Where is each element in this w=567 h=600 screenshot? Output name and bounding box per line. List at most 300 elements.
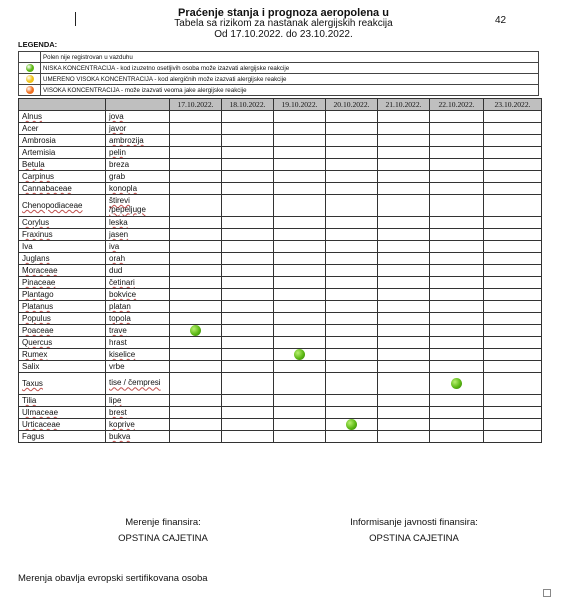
risk-cell	[170, 313, 222, 325]
local-name: topola	[109, 314, 131, 323]
risk-cell	[484, 395, 542, 407]
risk-cell	[170, 349, 222, 361]
risk-cell	[326, 277, 378, 289]
risk-cell	[326, 395, 378, 407]
risk-cell	[170, 373, 222, 395]
risk-cell	[222, 289, 274, 301]
risk-cell	[274, 373, 326, 395]
header-blank-cell	[106, 99, 170, 111]
risk-cell	[484, 111, 542, 123]
table-row	[19, 373, 542, 395]
risk-cell	[378, 277, 430, 289]
latin-name-cell	[19, 253, 106, 265]
risk-cell	[430, 277, 484, 289]
local-name-cell	[106, 111, 170, 123]
local-name: vrbe	[109, 362, 125, 371]
local-name-cell	[106, 171, 170, 183]
local-name: štirevi /pepeljuge	[109, 196, 146, 214]
risk-cell	[170, 337, 222, 349]
risk-cell	[222, 217, 274, 229]
risk-cell	[222, 313, 274, 325]
risk-cell	[378, 337, 430, 349]
table-row	[19, 431, 542, 443]
left-funding-label: Merenje finansira:	[125, 517, 201, 528]
risk-cell	[170, 135, 222, 147]
local-name: javor	[109, 124, 127, 133]
risk-cell	[274, 431, 326, 443]
risk-cell	[274, 241, 326, 253]
date-header: 18.10.2022.	[222, 99, 274, 111]
risk-cell	[326, 159, 378, 171]
risk-cell	[378, 195, 430, 217]
risk-cell	[378, 241, 430, 253]
risk-cell	[326, 253, 378, 265]
local-name: ambrozija	[109, 136, 144, 145]
risk-cell	[484, 183, 542, 195]
risk-cell	[430, 301, 484, 313]
risk-cell	[326, 123, 378, 135]
local-name-cell	[106, 373, 170, 395]
legend-dot-icon	[26, 64, 34, 72]
risk-cell	[484, 373, 542, 395]
date-header: 21.10.2022.	[378, 99, 430, 111]
risk-cell	[222, 241, 274, 253]
page-subtitle: Tabela sa rizikom za nastanak alergijskih reakcija	[174, 18, 393, 29]
risk-cell	[170, 361, 222, 373]
legend-text: NISKA KONCENTRACIJA - kod izuzetno osetljivih osoba može izazvati alergijske reakcije	[41, 63, 539, 74]
date-header-row	[19, 99, 542, 111]
risk-cell	[274, 253, 326, 265]
risk-cell	[484, 171, 542, 183]
risk-cell	[430, 183, 484, 195]
latin-name-cell	[19, 135, 106, 147]
latin-name-cell	[19, 111, 106, 123]
risk-cell	[430, 253, 484, 265]
latin-name-cell	[19, 373, 106, 395]
risk-cell	[378, 123, 430, 135]
risk-cell	[484, 135, 542, 147]
risk-cell	[484, 253, 542, 265]
risk-cell	[170, 241, 222, 253]
local-name-cell	[106, 431, 170, 443]
risk-cell	[222, 171, 274, 183]
risk-cell	[484, 265, 542, 277]
table-row	[19, 419, 542, 431]
local-name: dud	[109, 266, 123, 275]
risk-cell	[484, 123, 542, 135]
table-row	[19, 241, 542, 253]
risk-cell	[222, 395, 274, 407]
risk-cell	[170, 123, 222, 135]
risk-cell	[430, 171, 484, 183]
legend-table	[18, 51, 539, 96]
risk-cell	[378, 289, 430, 301]
date-range: Od 17.10.2022. do 23.10.2022.	[214, 29, 353, 40]
risk-cell	[170, 407, 222, 419]
local-name: breza	[109, 160, 130, 169]
latin-name-cell	[19, 241, 106, 253]
local-name-cell	[106, 349, 170, 361]
risk-cell	[170, 183, 222, 195]
table-row	[19, 395, 542, 407]
measurement-note: Merenja obavlja evropski sertifikovana osoba	[18, 573, 208, 584]
risk-cell	[326, 361, 378, 373]
risk-cell	[378, 135, 430, 147]
left-funding-value: OPSTINA CAJETINA	[118, 533, 208, 544]
legend-symbol-cell	[19, 52, 41, 63]
risk-cell	[430, 325, 484, 337]
risk-cell	[326, 325, 378, 337]
risk-cell	[170, 265, 222, 277]
table-row	[19, 159, 542, 171]
latin-name-cell	[19, 123, 106, 135]
table-row	[19, 183, 542, 195]
latin-name-cell	[19, 431, 106, 443]
risk-cell	[430, 337, 484, 349]
risk-cell	[326, 229, 378, 241]
local-name: iva	[109, 242, 120, 251]
table-row	[19, 265, 542, 277]
table-row	[19, 313, 542, 325]
risk-cell	[274, 159, 326, 171]
risk-cell	[378, 111, 430, 123]
risk-cell	[274, 147, 326, 159]
risk-cell	[222, 265, 274, 277]
page-number: 42	[495, 15, 507, 26]
table-row	[19, 301, 542, 313]
risk-cell	[326, 349, 378, 361]
risk-cell	[484, 337, 542, 349]
risk-cell	[170, 419, 222, 431]
risk-cell	[170, 159, 222, 171]
risk-cell	[222, 229, 274, 241]
risk-cell	[484, 147, 542, 159]
risk-cell	[430, 265, 484, 277]
table-row	[19, 217, 542, 229]
legend-symbol-cell	[19, 63, 41, 74]
risk-cell	[484, 241, 542, 253]
latin-name: Ambrosia	[22, 136, 56, 145]
latin-name-cell	[19, 349, 106, 361]
risk-cell	[378, 373, 430, 395]
risk-cell	[274, 349, 326, 361]
local-name: trave	[109, 326, 127, 335]
risk-cell	[274, 419, 326, 431]
risk-cell	[484, 301, 542, 313]
risk-cell	[484, 217, 542, 229]
risk-cell	[484, 325, 542, 337]
risk-cell	[430, 147, 484, 159]
latin-name: Carpinus	[22, 172, 55, 181]
risk-cell	[222, 147, 274, 159]
risk-cell	[274, 325, 326, 337]
risk-cell	[326, 301, 378, 313]
risk-cell	[484, 159, 542, 171]
risk-cell	[430, 431, 484, 443]
table-row	[19, 407, 542, 419]
risk-cell	[430, 407, 484, 419]
risk-cell	[222, 159, 274, 171]
risk-cell	[222, 123, 274, 135]
low-concentration-dot-icon	[346, 419, 357, 430]
risk-cell	[378, 395, 430, 407]
risk-cell	[484, 277, 542, 289]
latin-name: Poaceae	[22, 326, 54, 335]
latin-name: Alnus	[22, 112, 43, 121]
risk-cell	[170, 395, 222, 407]
table-row	[19, 349, 542, 361]
risk-cell	[222, 135, 274, 147]
table-row	[19, 111, 542, 123]
risk-cell	[430, 159, 484, 171]
risk-cell	[326, 195, 378, 217]
risk-cell	[484, 431, 542, 443]
latin-name-cell	[19, 419, 106, 431]
table-row	[19, 229, 542, 241]
risk-cell	[484, 229, 542, 241]
local-name-cell	[106, 265, 170, 277]
risk-cell	[378, 147, 430, 159]
risk-cell	[274, 217, 326, 229]
risk-cell	[378, 171, 430, 183]
latin-name-cell	[19, 407, 106, 419]
risk-cell	[222, 195, 274, 217]
latin-name-cell	[19, 171, 106, 183]
local-name: četinari	[109, 278, 135, 287]
risk-cell	[274, 337, 326, 349]
risk-cell	[222, 373, 274, 395]
latin-name-cell	[19, 265, 106, 277]
latin-name-cell	[19, 229, 106, 241]
latin-name: Quercus	[22, 338, 53, 347]
local-name: jasen	[109, 230, 129, 239]
risk-cell	[222, 361, 274, 373]
risk-cell	[326, 147, 378, 159]
table-row	[19, 253, 542, 265]
paragraph-marker-box	[543, 589, 551, 597]
risk-cell	[170, 217, 222, 229]
risk-cell	[484, 313, 542, 325]
local-name-cell	[106, 337, 170, 349]
risk-cell	[378, 325, 430, 337]
local-name: hrast	[109, 338, 127, 347]
local-name: kiselice	[109, 350, 136, 359]
risk-cell	[274, 407, 326, 419]
local-name: konopla	[109, 184, 138, 193]
date-header: 17.10.2022.	[170, 99, 222, 111]
risk-cell	[170, 111, 222, 123]
local-name-cell	[106, 229, 170, 241]
risk-cell	[222, 111, 274, 123]
local-name: platan	[109, 302, 131, 311]
risk-cell	[222, 431, 274, 443]
latin-name: Salix	[22, 362, 40, 371]
local-name: orah	[109, 254, 126, 263]
local-name-cell	[106, 183, 170, 195]
risk-cell	[170, 147, 222, 159]
latin-name-cell	[19, 217, 106, 229]
latin-name: Populus	[22, 314, 51, 323]
risk-cell	[484, 349, 542, 361]
latin-name-cell	[19, 325, 106, 337]
risk-cell	[326, 419, 378, 431]
latin-name-cell	[19, 361, 106, 373]
local-name-cell	[106, 407, 170, 419]
local-name-cell	[106, 147, 170, 159]
legend-symbol-cell	[19, 74, 41, 85]
risk-cell	[326, 241, 378, 253]
risk-cell	[378, 159, 430, 171]
risk-cell	[378, 419, 430, 431]
risk-cell	[378, 407, 430, 419]
risk-cell	[170, 171, 222, 183]
risk-cell	[430, 395, 484, 407]
risk-cell	[326, 289, 378, 301]
latin-name-cell	[19, 301, 106, 313]
local-name: lipe	[109, 396, 122, 405]
legend-text: Polen nije registrovan u vazduhu	[41, 52, 539, 63]
risk-cell	[222, 277, 274, 289]
latin-name: Juglans	[22, 254, 50, 263]
risk-cell	[326, 111, 378, 123]
local-name-cell	[106, 135, 170, 147]
latin-name-cell	[19, 289, 106, 301]
risk-cell	[222, 301, 274, 313]
risk-cell	[326, 313, 378, 325]
risk-cell	[326, 217, 378, 229]
risk-cell	[170, 229, 222, 241]
risk-cell	[378, 313, 430, 325]
local-name-cell	[106, 289, 170, 301]
latin-name: Pinaceae	[22, 278, 56, 287]
local-name-cell	[106, 123, 170, 135]
legend-symbol-cell	[19, 85, 41, 96]
low-concentration-dot-icon	[190, 325, 201, 336]
risk-cell	[378, 349, 430, 361]
latin-name: Rumex	[22, 350, 48, 359]
local-name-cell	[106, 195, 170, 217]
page-title: Praćenje stanja i prognoza aeropolena u	[178, 7, 389, 19]
risk-cell	[430, 241, 484, 253]
latin-name: Fagus	[22, 432, 45, 441]
local-name: jova	[109, 112, 124, 121]
risk-cell	[170, 325, 222, 337]
risk-cell	[378, 217, 430, 229]
risk-cell	[274, 361, 326, 373]
local-name: koprive	[109, 420, 135, 429]
table-row	[19, 123, 542, 135]
risk-cell	[274, 301, 326, 313]
latin-name-cell	[19, 159, 106, 171]
risk-cell	[484, 419, 542, 431]
local-name: tise / čempresi	[109, 378, 161, 388]
table-row	[19, 195, 542, 217]
risk-cell	[430, 195, 484, 217]
risk-cell	[378, 361, 430, 373]
risk-cell	[326, 431, 378, 443]
local-name: bukva	[109, 432, 131, 441]
latin-name-cell	[19, 395, 106, 407]
risk-cell	[484, 407, 542, 419]
risk-cell	[222, 253, 274, 265]
risk-cell	[222, 337, 274, 349]
latin-name-cell	[19, 147, 106, 159]
latin-name: Ulmaceae	[22, 408, 59, 417]
risk-cell	[326, 337, 378, 349]
risk-cell	[378, 183, 430, 195]
legend-dot-icon	[26, 86, 34, 94]
risk-cell	[430, 111, 484, 123]
legend-title: LEGENDA:	[18, 40, 58, 49]
latin-name: Platanus	[22, 302, 54, 311]
risk-cell	[484, 289, 542, 301]
latin-name: Iva	[22, 242, 33, 251]
legend-dot-icon	[26, 75, 34, 83]
local-name: leska	[109, 218, 128, 227]
risk-cell	[170, 289, 222, 301]
risk-cell	[326, 265, 378, 277]
risk-cell	[430, 123, 484, 135]
local-name: brest	[109, 408, 127, 417]
latin-name-cell	[19, 337, 106, 349]
right-funding-label: Informisanje javnosti finansira:	[350, 517, 478, 528]
local-name-cell	[106, 301, 170, 313]
legend-row	[19, 52, 539, 63]
local-name-cell	[106, 241, 170, 253]
table-row	[19, 289, 542, 301]
risk-cell	[222, 325, 274, 337]
risk-cell	[222, 183, 274, 195]
latin-name: Moraceae	[22, 266, 58, 275]
latin-name: Taxus	[22, 379, 43, 388]
risk-cell	[274, 229, 326, 241]
risk-cell	[274, 123, 326, 135]
risk-cell	[274, 135, 326, 147]
risk-cell	[222, 407, 274, 419]
risk-cell	[170, 431, 222, 443]
local-name-cell	[106, 159, 170, 171]
latin-name: Artemisia	[22, 148, 56, 157]
risk-cell	[378, 301, 430, 313]
legend-row	[19, 63, 539, 74]
low-concentration-dot-icon	[451, 378, 462, 389]
latin-name: Fraxinus	[22, 230, 53, 239]
latin-name: Chenopodiaceae	[22, 201, 83, 210]
risk-cell	[430, 373, 484, 395]
risk-cell	[170, 195, 222, 217]
table-row	[19, 171, 542, 183]
risk-cell	[484, 361, 542, 373]
risk-cell	[326, 407, 378, 419]
table-row	[19, 135, 542, 147]
risk-cell	[430, 419, 484, 431]
risk-cell	[378, 229, 430, 241]
header-blank-cell	[19, 99, 106, 111]
date-header: 19.10.2022.	[274, 99, 326, 111]
pollen-risk-table	[18, 98, 542, 443]
latin-name-cell	[19, 183, 106, 195]
legend-row	[19, 74, 539, 85]
right-funding-value: OPSTINA CAJETINA	[369, 533, 459, 544]
table-row	[19, 277, 542, 289]
risk-cell	[326, 373, 378, 395]
local-name-cell	[106, 419, 170, 431]
latin-name-cell	[19, 277, 106, 289]
risk-cell	[274, 277, 326, 289]
risk-cell	[326, 171, 378, 183]
risk-cell	[274, 265, 326, 277]
local-name: grab	[109, 172, 126, 181]
